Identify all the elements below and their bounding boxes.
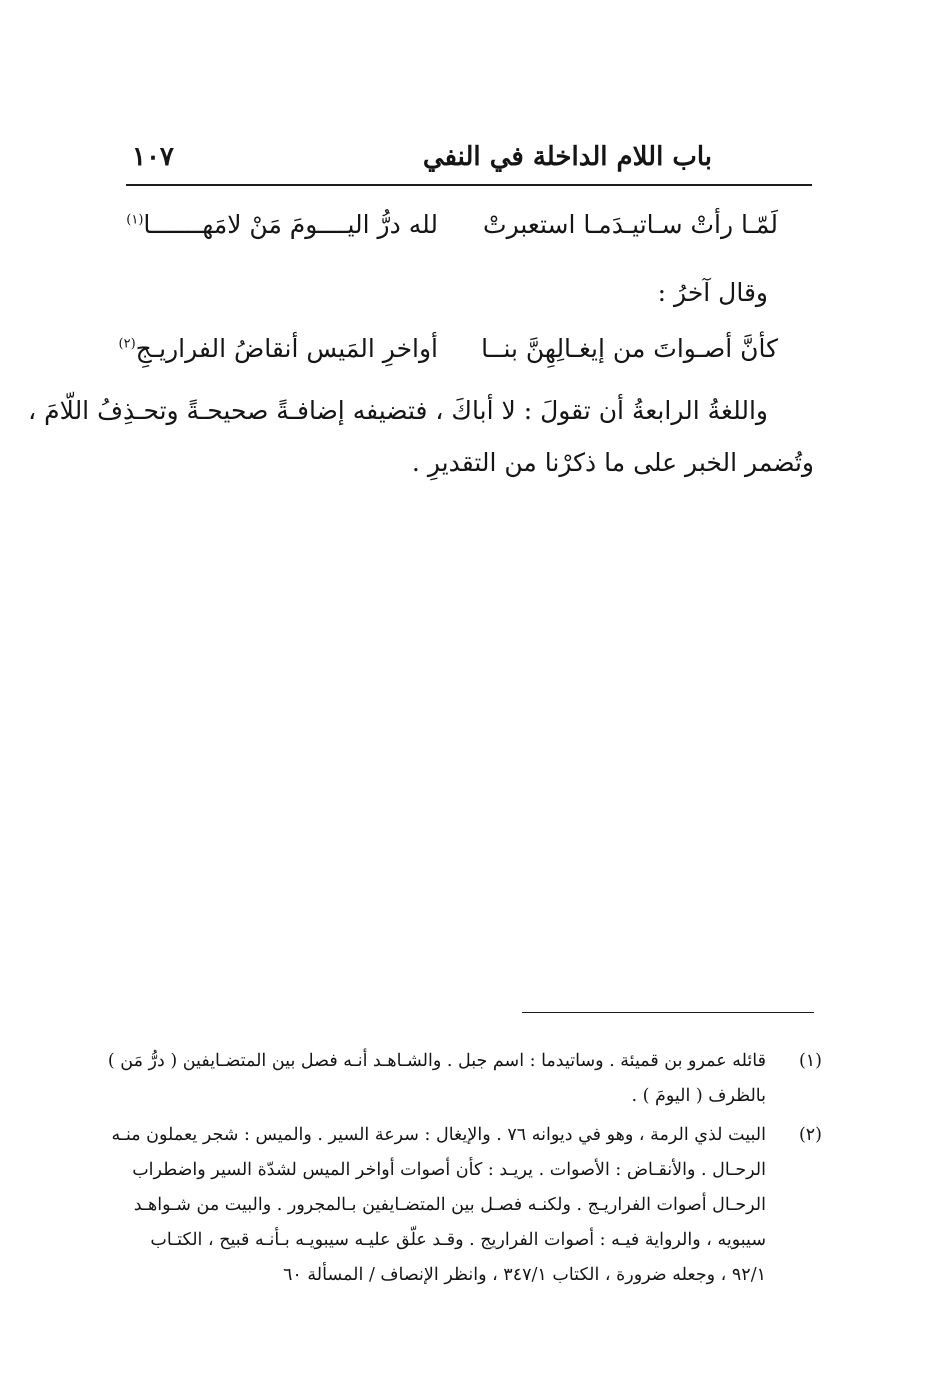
footnote-2-line: البيت لذي الرمة ، وهو في ديوانه ٧٦ . والإيغال : سرعة السير . والميس : شجر يعملون منـه xyxy=(111,1125,766,1145)
footnote-1-number: (١) xyxy=(798,1051,822,1071)
footnote-1-line: بالظرف ( اليومَ ) . xyxy=(631,1086,766,1106)
footnote-2-line: سيبويه ، والرواية فيـه : أصوات الفراريج . وقـد علّق عليـه سيبويـه بـأنـه قبيح ، الكتـاب xyxy=(150,1230,766,1250)
footnote-1 xyxy=(107,1044,822,1116)
footnote-2-line: ٩٢/١ ، وجعله ضرورة ، الكتاب ٣٤٧/١ ، وانظر الإنصاف / المسألة ٦٠ xyxy=(283,1265,766,1285)
footnote-1-body xyxy=(107,1044,766,1114)
footnote-2-body xyxy=(111,1118,766,1293)
chapter-title: باب اللام الداخلة في النفي xyxy=(422,142,712,172)
verse-2-second-hemistich-text: أواخرِ المَيس أنقاضُ الفراريـجِ xyxy=(135,334,438,363)
verse-1-second-hemistich-text: لله درُّ اليــــومَ مَنْ لامَهـــــــا xyxy=(143,210,438,239)
footnote-ref-1: (١) xyxy=(126,212,144,228)
verse-1 xyxy=(126,210,778,250)
footnote-2-line: الرحـال . والأنقـاض : الأصوات . يريـد : كأن أصوات أواخر الميس لشدّة السير واضطراب xyxy=(132,1160,766,1180)
footnote-ref-2: (٢) xyxy=(118,336,136,352)
verse-2-second-hemistich xyxy=(119,334,438,363)
footnote-separator xyxy=(522,1012,814,1013)
paragraph-line-2: وتُضمر الخبر على ما ذكرْنا من التقديرِ . xyxy=(411,448,814,477)
intro-line: وقال آخرُ : xyxy=(657,278,768,307)
footnote-2 xyxy=(111,1118,822,1298)
verse-1-second-hemistich xyxy=(126,210,438,239)
page-header xyxy=(126,138,812,186)
verse-1-first-hemistich: لَمّـا رأتْ سـاتيـدَمـا استعبرتْ xyxy=(483,210,778,239)
verse-2-first-hemistich: كأنَّ أصـواتَ من إيغـالِهِنَّ بنــا xyxy=(481,334,778,363)
page-number: ١٠٧ xyxy=(132,142,174,172)
footnote-1-line: قائله عمرو بن قميئة . وساتيدما : اسم جبل . والشـاهـد أنـه فصل بين المتضـايفين ( درُّ مَن ) xyxy=(107,1051,766,1071)
footnote-2-line: الرحـال أصوات الفراريـج . ولكنـه فصـل بين المتضـايفين بـالمجرور . والبيت من شـواهـد xyxy=(133,1195,766,1215)
footnote-2-number: (٢) xyxy=(798,1125,822,1145)
verse-2 xyxy=(118,334,778,374)
paragraph-line-1: واللغةُ الرابعةُ أن تقولَ : لا أباكَ ، فتضيفه إضافـةً صحيحـةً وتحـذِفُ اللّامَ ، xyxy=(28,396,768,425)
